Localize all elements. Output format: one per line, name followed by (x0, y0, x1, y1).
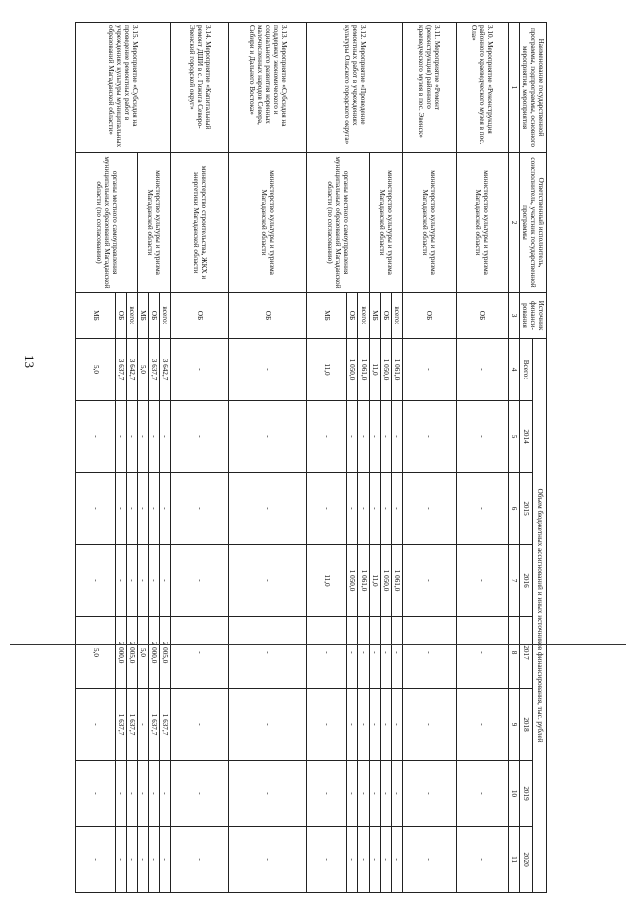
header-total: Всего: (519, 339, 533, 401)
column-number: 6 (508, 473, 519, 545)
value-cell: - (160, 473, 171, 545)
value-cell: - (138, 401, 149, 473)
value-cell: - (171, 339, 229, 401)
value-cell: - (402, 473, 456, 545)
value-cell: - (358, 401, 369, 473)
value-cell: 1 050,0 (347, 339, 358, 401)
value-cell: - (127, 401, 138, 473)
source: ОБ (149, 293, 160, 339)
source: всего: (391, 293, 402, 339)
value-cell: 1 637,7 (116, 689, 127, 761)
value-cell: - (380, 401, 391, 473)
value-cell: - (358, 689, 369, 761)
column-number: 2 (508, 153, 519, 293)
executor: министерство культуры и туризма Магаданской области (138, 153, 171, 293)
value-cell: - (456, 339, 508, 401)
header-year: 2020 (519, 827, 533, 893)
value-cell: - (358, 761, 369, 827)
value-cell: - (160, 545, 171, 617)
value-cell: - (160, 401, 171, 473)
value-cell: - (358, 473, 369, 545)
value-cell: - (307, 761, 347, 827)
table-row (358, 23, 369, 893)
column-number: 10 (508, 761, 519, 827)
value-cell: - (347, 401, 358, 473)
value-cell: - (127, 545, 138, 617)
value-cell: - (229, 473, 307, 545)
value-cell: - (456, 689, 508, 761)
source: МБ (307, 293, 347, 339)
value-cell: 11,0 (369, 339, 380, 401)
value-cell: - (149, 761, 160, 827)
measure-name: 3.14. Мероприятие «Капитальный ремонт ДШИ в с. Гижига Северо-Эвенский городской округ» (171, 23, 229, 153)
value-cell: - (307, 827, 347, 893)
value-cell: - (229, 545, 307, 617)
measure-name: 3.15. Мероприятие «Субсидия на проведение ремонтных работ в учреждениях культуры муниципальных образований Магаданской области» (76, 23, 171, 153)
value-cell: 2 000,0 (116, 617, 127, 689)
source: ОБ (171, 293, 229, 339)
value-cell: - (391, 761, 402, 827)
table-row (229, 23, 307, 893)
value-cell: 3 642,7 (127, 339, 138, 401)
value-cell: - (380, 761, 391, 827)
column-number: 1 (508, 23, 519, 153)
value-cell: - (307, 689, 347, 761)
value-cell: 5,0 (76, 339, 116, 401)
source: МБ (138, 293, 149, 339)
value-cell: - (402, 761, 456, 827)
value-cell: - (380, 617, 391, 689)
table-row (171, 23, 229, 893)
value-cell: - (391, 401, 402, 473)
value-cell: - (149, 401, 160, 473)
value-cell: - (369, 473, 380, 545)
value-cell: 11,0 (307, 545, 347, 617)
value-cell: - (76, 473, 116, 545)
table-row (402, 23, 456, 893)
value-cell: - (171, 617, 229, 689)
value-cell: 2 005,0 (160, 617, 171, 689)
value-cell: 5,0 (76, 617, 116, 689)
source: ОБ (116, 293, 127, 339)
value-cell: - (347, 827, 358, 893)
value-cell: - (391, 827, 402, 893)
value-cell: - (347, 689, 358, 761)
value-cell: - (391, 689, 402, 761)
value-cell: - (402, 617, 456, 689)
value-cell: - (116, 473, 127, 545)
value-cell: 1 637,7 (127, 689, 138, 761)
value-cell: 3 642,7 (160, 339, 171, 401)
executor: органы местного самоуправления муниципальных образований Магаданской области (по согласованию) (307, 153, 369, 293)
value-cell: - (347, 761, 358, 827)
measure-name: 3.11. Мероприятие «Ремонт (реконструкция) районного краеведческого музея в пос. Эвенск» (402, 23, 456, 153)
measure-name: 3.13. Мероприятие «Субсидия на поддержку экономического и социального развития коренных малочисленных народов Севера, Сибири и Дальнего Востока» (229, 23, 307, 153)
value-cell: - (391, 617, 402, 689)
value-cell: 1 061,0 (391, 545, 402, 617)
value-cell: - (402, 401, 456, 473)
table-row (160, 23, 171, 893)
value-cell: - (138, 827, 149, 893)
header-year: 2015 (519, 473, 533, 545)
column-number: 9 (508, 689, 519, 761)
value-cell: - (229, 339, 307, 401)
value-cell: - (369, 689, 380, 761)
value-cell: - (160, 827, 171, 893)
column-number: 5 (508, 401, 519, 473)
value-cell: - (456, 473, 508, 545)
column-number: 4 (508, 339, 519, 401)
value-cell: 1 050,0 (347, 545, 358, 617)
value-cell: - (369, 617, 380, 689)
value-cell: - (380, 689, 391, 761)
value-cell: - (127, 827, 138, 893)
value-cell: 1 061,0 (358, 545, 369, 617)
header-name: Наименование государственной программы, подпрограммы, основного мероприятия, мероприятия (519, 23, 546, 153)
value-cell: - (138, 689, 149, 761)
value-cell: - (402, 339, 456, 401)
value-cell: - (138, 545, 149, 617)
value-cell: 1 637,7 (160, 689, 171, 761)
value-cell: - (76, 827, 116, 893)
value-cell: - (347, 473, 358, 545)
value-cell: 11,0 (307, 339, 347, 401)
measure-name: 3.10. Мероприятие «Реконструкция районного краеведческого музея в пос. Ола» (456, 23, 508, 153)
value-cell: - (402, 545, 456, 617)
value-cell: - (76, 761, 116, 827)
financing-table (75, 22, 547, 893)
value-cell: - (171, 401, 229, 473)
column-number: 7 (508, 545, 519, 617)
value-cell: - (456, 545, 508, 617)
value-cell: - (149, 545, 160, 617)
value-cell: - (307, 617, 347, 689)
value-cell: - (380, 473, 391, 545)
executor: органы местного самоуправления муниципальных образований Магаданской области (по согласованию) (76, 153, 138, 293)
source: ОБ (347, 293, 358, 339)
value-cell: - (127, 761, 138, 827)
column-number: 8 (508, 617, 519, 689)
value-cell: - (369, 401, 380, 473)
header-year: 2014 (519, 401, 533, 473)
table-row (456, 23, 508, 893)
value-cell: - (76, 401, 116, 473)
value-cell: - (229, 827, 307, 893)
header-source: Источник финанси-рования (519, 293, 546, 339)
value-cell: - (138, 473, 149, 545)
value-cell: - (380, 827, 391, 893)
source: всего: (358, 293, 369, 339)
executor: министерство культуры и туризма Магаданской области (229, 153, 307, 293)
value-cell: - (160, 761, 171, 827)
source: ОБ (229, 293, 307, 339)
value-cell: 2 000,0 (149, 617, 160, 689)
value-cell: - (171, 761, 229, 827)
value-cell: - (456, 827, 508, 893)
column-number: 3 (508, 293, 519, 339)
measure-name: 3.12. Мероприятие «Проведение ремонтных работ в учреждениях культуры Ольского городского округа» (307, 23, 402, 153)
source: ОБ (380, 293, 391, 339)
value-cell: - (347, 617, 358, 689)
value-cell: 3 637,7 (149, 339, 160, 401)
value-cell: - (456, 761, 508, 827)
header-year: 2017 (519, 617, 533, 689)
value-cell: - (391, 473, 402, 545)
value-cell: - (369, 827, 380, 893)
value-cell: - (149, 473, 160, 545)
value-cell: - (456, 401, 508, 473)
table-row (391, 23, 402, 893)
executor: министерство культуры и туризма Магаданской области (402, 153, 456, 293)
table-row (127, 23, 138, 893)
value-cell: - (171, 689, 229, 761)
header-year: 2018 (519, 689, 533, 761)
value-cell: - (229, 689, 307, 761)
value-cell: - (171, 545, 229, 617)
value-cell: - (402, 689, 456, 761)
value-cell: 2 005,0 (127, 617, 138, 689)
value-cell: 1 050,0 (380, 339, 391, 401)
value-cell: 11,0 (369, 545, 380, 617)
value-cell: - (116, 401, 127, 473)
executor: министерство строительства, ЖКХ и энергетики Магаданской области (171, 153, 229, 293)
value-cell: 1 061,0 (358, 339, 369, 401)
header-executor: Ответственный исполнитель, соисполнитель, участник государственной программы (519, 153, 546, 293)
source: МБ (369, 293, 380, 339)
value-cell: 5,0 (138, 617, 149, 689)
value-cell: - (358, 617, 369, 689)
value-cell: - (229, 761, 307, 827)
value-cell: 1 637,7 (149, 689, 160, 761)
header-row-1 (533, 23, 547, 893)
source: всего: (160, 293, 171, 339)
value-cell: - (456, 617, 508, 689)
value-cell: - (116, 545, 127, 617)
source: всего: (127, 293, 138, 339)
header-volume: Объем бюджетных ассигнований и иных источников финансирования, тыс. рублей (533, 339, 547, 893)
value-cell: 1 050,0 (380, 545, 391, 617)
page-number: 13 (22, 355, 37, 368)
value-cell: - (116, 827, 127, 893)
value-cell: - (229, 617, 307, 689)
value-cell: - (76, 689, 116, 761)
column-number-row (508, 23, 519, 893)
header-year: 2019 (519, 761, 533, 827)
value-cell: 1 061,0 (391, 339, 402, 401)
value-cell: - (307, 401, 347, 473)
value-cell: - (229, 401, 307, 473)
value-cell: 3 637,7 (116, 339, 127, 401)
value-cell: - (76, 545, 116, 617)
executor: министерство культуры и туризма Магаданской области (369, 153, 402, 293)
source: МБ (76, 293, 116, 339)
value-cell: - (116, 761, 127, 827)
column-number: 11 (508, 827, 519, 893)
source: ОБ (456, 293, 508, 339)
value-cell: - (149, 827, 160, 893)
value-cell: - (369, 761, 380, 827)
source: ОБ (402, 293, 456, 339)
value-cell: - (402, 827, 456, 893)
value-cell: - (127, 473, 138, 545)
value-cell: 5,0 (138, 339, 149, 401)
rotated-table-container (75, 22, 547, 893)
header-year: 2016 (519, 545, 533, 617)
horizontal-divider (10, 644, 626, 645)
value-cell: - (138, 761, 149, 827)
value-cell: - (171, 473, 229, 545)
value-cell: - (358, 827, 369, 893)
value-cell: - (307, 473, 347, 545)
value-cell: - (171, 827, 229, 893)
executor: министерство культуры и туризма Магаданской области (456, 153, 508, 293)
